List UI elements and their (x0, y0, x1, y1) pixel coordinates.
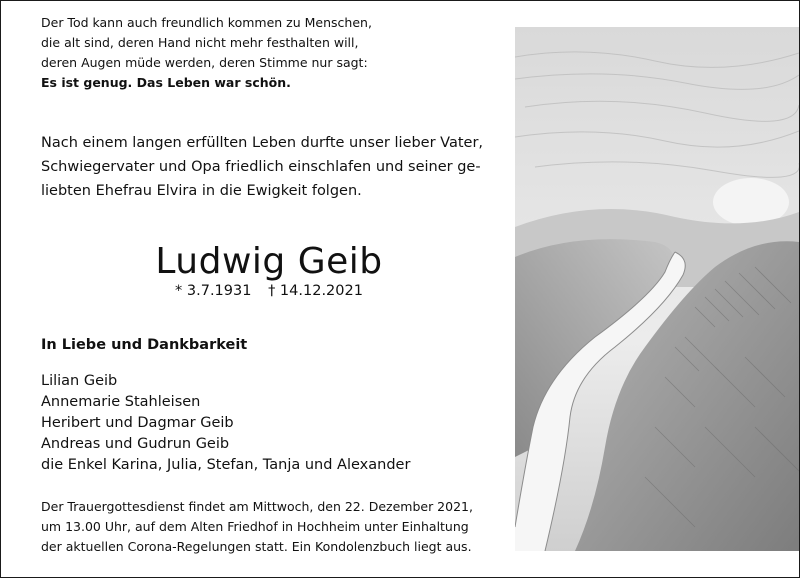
funeral-service-info (41, 497, 473, 557)
poem-closing: Es ist genug. Das Leben war schön. (41, 75, 291, 90)
intro-text (41, 131, 501, 203)
service-line: um 13.00 Uhr, auf dem Alten Friedhof in Hochheim unter Einhaltung (41, 519, 469, 534)
mourner-name: Lilian Geib (41, 373, 118, 389)
mourner-name: Andreas und Gudrun Geib (41, 436, 230, 452)
intro-line: Nach einem langen erfüllten Leben durfte unser lieber Vater, (41, 135, 484, 151)
mourner-name: Heribert und Dagmar Geib (41, 415, 234, 431)
landscape-river-sketch-icon (515, 27, 799, 551)
birth-date: * 3.7.1931 (175, 283, 252, 299)
poem-line: die alt sind, deren Hand nicht mehr festhalten will, (41, 35, 359, 50)
poem (41, 13, 372, 93)
intro-line: Schwiegervater und Opa friedlich einschlafen und seiner ge- (41, 159, 481, 175)
service-line: der aktuellen Corona-Regelungen statt. Ein Kondolenzbuch liegt aus. (41, 539, 472, 554)
mourners-heading: In Liebe und Dankbarkeit (41, 337, 248, 353)
death-date: † 14.12.2021 (268, 283, 363, 299)
service-line: Der Trauergottesdienst findet am Mittwoch, den 22. Dezember 2021, (41, 499, 473, 514)
poem-line: deren Augen müde werden, deren Stimme nur sagt: (41, 55, 368, 70)
mourner-name: die Enkel Karina, Julia, Stefan, Tanja und Alexander (41, 457, 411, 473)
mourners-list (41, 371, 410, 476)
poem-line: Der Tod kann auch freundlich kommen zu Menschen, (41, 15, 372, 30)
life-dates (1, 283, 537, 299)
deceased-name: Ludwig Geib (155, 241, 383, 282)
mourner-name: Annemarie Stahleisen (41, 394, 201, 410)
intro-line: liebten Ehefrau Elvira in die Ewigkeit folgen. (41, 183, 362, 199)
